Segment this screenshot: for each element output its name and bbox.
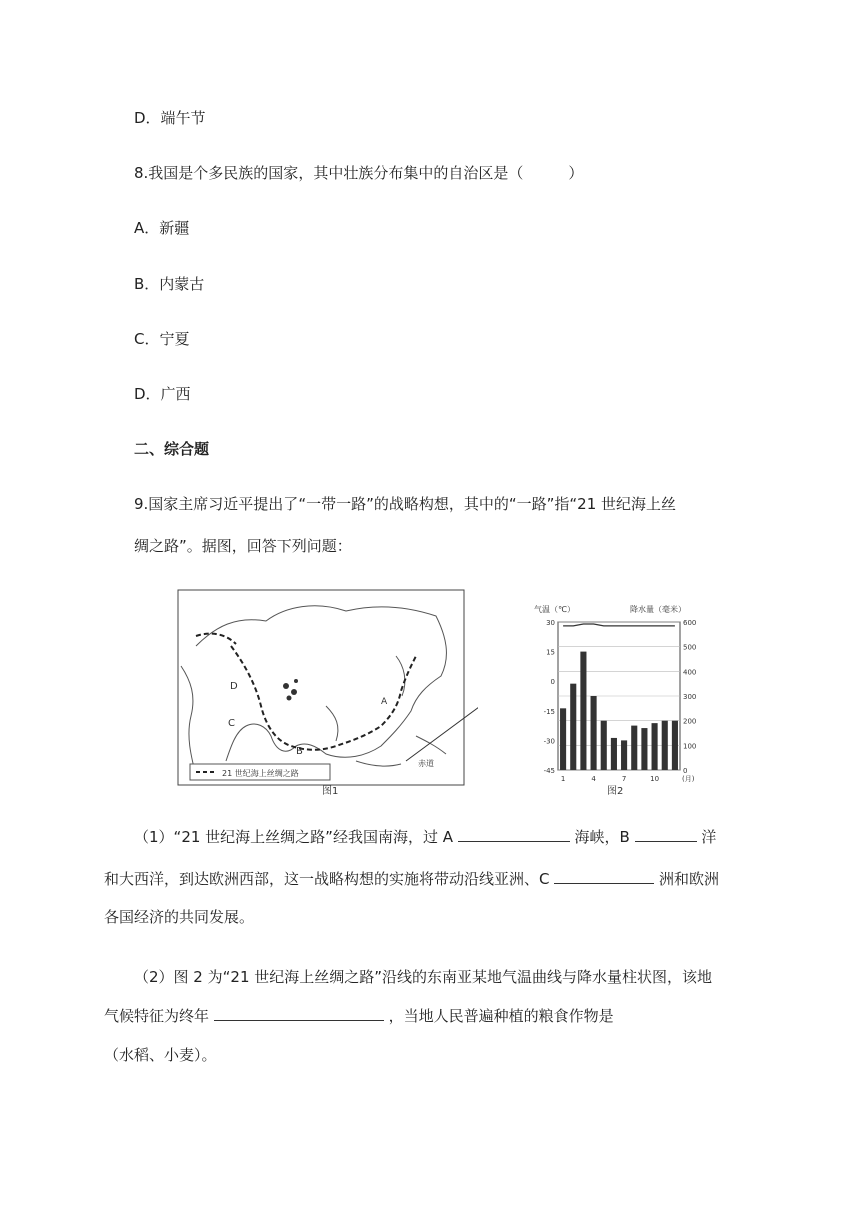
q9-sub1-line2 bbox=[104, 869, 724, 889]
right-tick-label: 300 bbox=[683, 693, 697, 701]
precip-bar bbox=[662, 721, 668, 770]
map-label-b: B bbox=[296, 746, 303, 757]
q9-sub2-line3: （水稻、小麦）。 bbox=[104, 1046, 217, 1064]
temperature-line bbox=[563, 624, 675, 626]
precip-bar bbox=[580, 652, 586, 770]
map-legend: 21 世纪海上丝绸之路 bbox=[222, 769, 299, 778]
q8-option-d: D．广西 bbox=[134, 385, 191, 403]
precip-bar bbox=[601, 721, 607, 770]
q9-sub1-line2b: 洲和欧洲 bbox=[659, 870, 720, 888]
right-tick-label: 600 bbox=[683, 619, 697, 627]
x-tick-label: 4 bbox=[591, 775, 596, 783]
precip-bar bbox=[621, 740, 627, 770]
figure2-caption: 图2 bbox=[607, 786, 624, 797]
blank-climate[interactable] bbox=[214, 1006, 384, 1021]
precip-bar bbox=[631, 726, 637, 770]
map-svg bbox=[176, 586, 478, 796]
right-axis-title: 降水量（毫米） bbox=[630, 605, 686, 614]
left-tick-label: -30 bbox=[543, 737, 555, 746]
q8-option-b: B．内蒙古 bbox=[134, 275, 205, 293]
precip-bar bbox=[611, 738, 617, 770]
precip-bar bbox=[641, 728, 647, 770]
left-tick-label: 30 bbox=[546, 619, 555, 627]
q9-sub1-part1: （1）“21 世纪海上丝绸之路”经我国南海，过 A bbox=[134, 828, 453, 846]
q8-option-a: A．新疆 bbox=[134, 219, 190, 237]
q9-sub1-part3: 洋 bbox=[701, 828, 717, 846]
blank-c[interactable] bbox=[554, 869, 654, 884]
right-tick-label: 200 bbox=[683, 717, 697, 726]
precip-bar bbox=[672, 721, 678, 770]
x-unit-label: (月) bbox=[682, 775, 695, 783]
figure1-map bbox=[176, 586, 478, 796]
map-label-equator: 赤道 bbox=[418, 759, 434, 768]
x-tick-label: 1 bbox=[560, 775, 566, 783]
q9-sub2-line2a: 气候特征为终年 bbox=[104, 1007, 210, 1025]
blank-a[interactable] bbox=[458, 827, 570, 842]
q9-sub1-line2a: 和大西洋，到达欧洲西部，这一战略构想的实施将带动沿线亚洲、C bbox=[104, 870, 550, 888]
q9-sub2-line2 bbox=[104, 1006, 724, 1026]
x-tick-label: 10 bbox=[650, 775, 660, 783]
figure1-caption: 图1 bbox=[322, 786, 339, 797]
map-label-d: D bbox=[230, 681, 238, 692]
right-tick-label: 100 bbox=[683, 742, 697, 751]
right-tick-label: 0 bbox=[683, 767, 688, 775]
left-tick-label: -15 bbox=[543, 707, 555, 716]
figure2-chart bbox=[530, 600, 730, 796]
q9-stem-line1: 9.国家主席习近平提出了“一带一路”的战略构想，其中的“一路”指“21 世纪海上丝 bbox=[134, 495, 677, 513]
q7-option-d: D．端午节 bbox=[134, 109, 206, 127]
q9-sub2-line2b: ，当地人民普遍种植的粮食作物是 bbox=[388, 1007, 614, 1025]
q9-sub1-line3: 各国经济的共同发展。 bbox=[104, 908, 255, 926]
precip-bar bbox=[560, 708, 566, 770]
section-title: 二、综合题 bbox=[134, 440, 210, 458]
q9-sub2-line1: （2）图 2 为“21 世纪海上丝绸之路”沿线的东南亚某地气温曲线与降水量柱状图，该地 bbox=[134, 968, 713, 986]
precip-bar bbox=[652, 723, 658, 770]
left-axis-title: 气温（℃） bbox=[534, 605, 575, 614]
x-tick-label: 7 bbox=[621, 775, 627, 783]
map-label-a: A bbox=[381, 697, 388, 707]
right-tick-label: 400 bbox=[683, 668, 697, 677]
q9-sub1-part2: 海峡，B bbox=[574, 828, 630, 846]
q9-sub1-line1 bbox=[134, 827, 754, 847]
q8-option-c: C．宁夏 bbox=[134, 330, 190, 348]
right-tick-label: 500 bbox=[683, 643, 697, 652]
blank-b[interactable] bbox=[635, 827, 697, 842]
left-tick-label: -45 bbox=[543, 767, 555, 775]
precip-bar bbox=[570, 684, 576, 770]
q8-stem: 8.我国是个多民族的国家，其中壮族分布集中的自治区是（ ） bbox=[134, 164, 584, 182]
map-label-c: C bbox=[228, 718, 235, 729]
left-tick-label: 0 bbox=[550, 678, 555, 687]
left-tick-label: 15 bbox=[546, 648, 555, 657]
q9-stem-line2: 绸之路”。据图，回答下列问题： bbox=[134, 537, 352, 555]
climate-chart-svg bbox=[530, 600, 730, 796]
precip-bar bbox=[591, 696, 597, 770]
